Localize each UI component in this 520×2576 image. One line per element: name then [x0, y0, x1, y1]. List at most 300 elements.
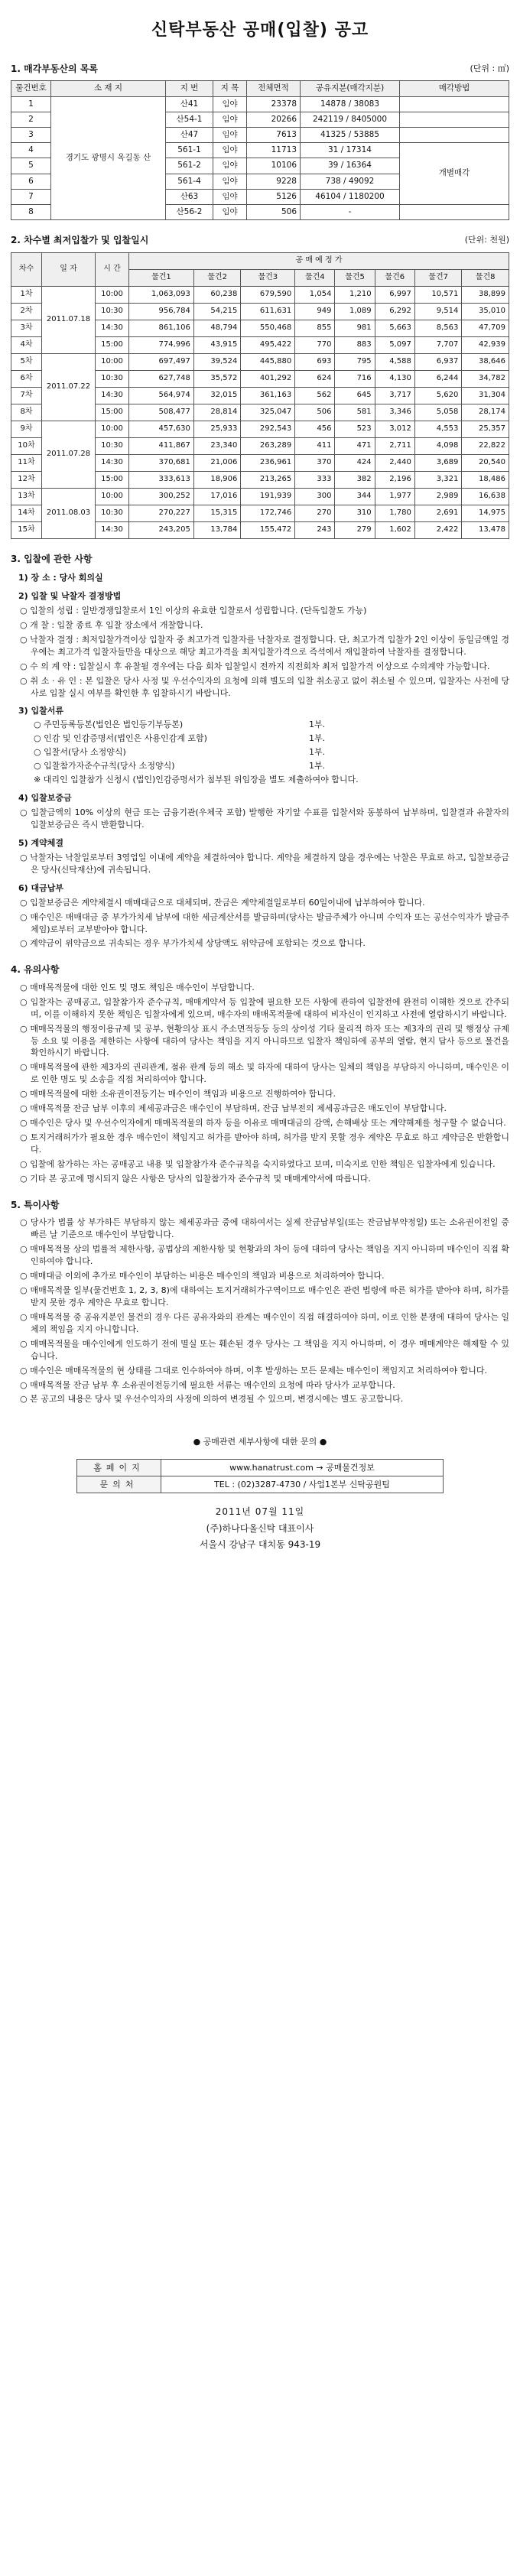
cell-price: 39,524 — [193, 353, 241, 370]
cell-time: 14:30 — [96, 521, 129, 538]
table-row — [11, 286, 509, 303]
cell-method-blank — [400, 96, 509, 112]
list-item: ○ 토지거래허가가 필요한 경우 매수인이 책임지고 허가를 받아야 하며, 허가를 받지 못할 경우 계약은 무효로 하고 계약금은 반환합니다. — [20, 1132, 509, 1155]
cell-price: 697,497 — [129, 353, 194, 370]
cell-price: 883 — [335, 336, 375, 353]
cell-price: 18,486 — [462, 471, 509, 488]
col-time: 시 간 — [96, 252, 129, 286]
cell-share: 242119 / 8405000 — [301, 112, 400, 127]
col-item-2: 물건2 — [193, 269, 241, 286]
col-jimok: 지 목 — [213, 81, 247, 96]
doc-row — [34, 760, 509, 772]
list-item: ○ 매매목적물을 매수인에게 인도하기 전에 멸실 또는 훼손된 경우 당사는 그 책임을 지지 아니하며, 이 경우 매매계약은 해제할 수 있습니다. — [20, 1338, 509, 1361]
cell-price: 624 — [295, 370, 335, 387]
cell-date: 2011.08.03 — [42, 488, 96, 538]
contract-heading: 5) 계약체결 — [18, 837, 64, 848]
cell-price: 270,227 — [129, 505, 194, 521]
cell-no: 2 — [11, 112, 51, 127]
list-item: ○ 매매목적물에 대한 인도 및 명도 책임은 매수인이 부담합니다. — [20, 982, 255, 992]
cell-price: 7,707 — [414, 336, 462, 353]
cell-time: 10:30 — [96, 437, 129, 454]
table-row — [11, 488, 509, 505]
cell-price: 25,357 — [462, 421, 509, 437]
cell-price: 28,174 — [462, 404, 509, 421]
cell-price: 300 — [295, 488, 335, 505]
cell-method: 개별매각 — [400, 143, 509, 205]
cell-jimok: 임야 — [213, 174, 247, 189]
section-1-title: 1. 매각부동산의 목록 — [11, 63, 99, 74]
cell-price: 2,989 — [414, 488, 462, 505]
cell-round: 2차 — [11, 303, 42, 320]
col-share: 공유지분(매각지분) — [301, 81, 400, 96]
bid-schedule-table — [11, 252, 509, 539]
cell-area: 506 — [247, 205, 301, 220]
cell-area: 10106 — [247, 158, 301, 174]
cell-round: 5차 — [11, 353, 42, 370]
list-item: ○ 매수인은 매매대금 중 부가가치세 납부에 대한 세금계산서를 발급하며(당사는 발급주체가 아니며 수익자 또는 공선수익자가 발급주체임)로부터 교부받아야 합니다. — [20, 911, 509, 934]
list-item: ○ 낙찰자 결정 : 최저입찰가격이상 입찰자 중 최고가격 입찰자를 낙찰자로 결정합니다. 단, 최고가격 입찰가 2인 이상이 동일금액일 경우에는 최고가격 입찰자들만을 대상으로 해당 최고가격을 최저입찰가격으로 즉석에서 재입찰하여 낙찰자를 결정합니다. — [20, 634, 509, 657]
doc-count: 1부. — [309, 761, 326, 772]
cell-price: 17,016 — [193, 488, 241, 505]
cell-jimok: 임야 — [213, 143, 247, 158]
list-item: ○ 본 공고의 내용은 당사 및 우선수익자의 사정에 의하여 변경될 수 있으며, 변경시에는 별도 공고합니다. — [20, 1394, 404, 1405]
cell-price: 344 — [335, 488, 375, 505]
cell-price: 2,711 — [375, 437, 414, 454]
cell-share: 39 / 16364 — [301, 158, 400, 174]
cell-round: 13차 — [11, 488, 42, 505]
cell-price: 2,422 — [414, 521, 462, 538]
doc-name: ○ 입찰서(당사 소정양식) — [34, 747, 126, 758]
cell-price: 43,915 — [193, 336, 241, 353]
cell-price: 243 — [295, 521, 335, 538]
notice-date: 2011년 07월 11일 — [215, 1506, 305, 1518]
cell-price: 9,514 — [414, 303, 462, 320]
cell-price: 506 — [295, 404, 335, 421]
doc-name: ○ 인감 및 인감증명서(법인은 사용인감계 포함) — [34, 733, 207, 744]
cell-share: 31 / 17314 — [301, 143, 400, 158]
deposit-heading: 4) 입찰보증금 — [18, 793, 72, 804]
cell-price: 42,939 — [462, 336, 509, 353]
col-item-5: 물건5 — [335, 269, 375, 286]
contact-row — [77, 1476, 444, 1493]
list-item: ○ 입찰의 성립 : 일반경쟁입찰로서 1인 이상의 유효한 입찰로서 성립합니다. (단독입찰도 가능) — [20, 605, 367, 616]
table-row — [11, 96, 509, 112]
table-row — [11, 421, 509, 437]
cell-share: 14878 / 38083 — [301, 96, 400, 112]
cell-price: 855 — [295, 320, 335, 336]
list-item: ○ 입찰금액의 10% 이상의 현금 또는 금융기관(우체국 포함) 발행한 자기앞 수표를 입찰서와 동봉하여 납부하며, 입찰결과 유찰자의 입찰보증금은 즉시 반환합니다. — [20, 807, 509, 830]
col-item-3: 물건3 — [241, 269, 295, 286]
cell-price: 47,709 — [462, 320, 509, 336]
cell-price: 14,975 — [462, 505, 509, 521]
cell-price: 770 — [295, 336, 335, 353]
cell-price: 191,939 — [241, 488, 295, 505]
section-1-unit: (단위 : ㎡) — [470, 63, 509, 73]
cell-price: 401,292 — [241, 370, 295, 387]
cell-round: 15차 — [11, 521, 42, 538]
cell-price: 411,867 — [129, 437, 194, 454]
cell-price: 270 — [295, 505, 335, 521]
cell-price: 645 — [335, 387, 375, 404]
cell-price: 18,906 — [193, 471, 241, 488]
cell-time: 14:30 — [96, 387, 129, 404]
section-3-heading: 3. 입찰에 관한 사항 — [11, 553, 93, 564]
cell-price: 5,620 — [414, 387, 462, 404]
cell-price: 6,937 — [414, 353, 462, 370]
cell-price: 31,304 — [462, 387, 509, 404]
doc-count: 1부. — [309, 720, 326, 730]
list-item: ○ 당사가 법률 상 부가하든 부담하지 않는 제세공과금 중에 대하여서는 실제 잔금납부일(또는 잔금납부약정일) 또는 소유권이전일 중 빠른 날 기준으로 매수인이 부담합니다. — [20, 1217, 509, 1240]
property-table-header — [11, 81, 509, 96]
list-item: ○ 매매목적물 상의 법률적 제한사항, 공법상의 제한사항 및 현황과의 차이 등에 대하여 당사는 책임을 지지 아니하며 매수인이 직접 확인하여야 합니다. — [20, 1244, 509, 1267]
cell-price: 236,961 — [241, 454, 295, 471]
doc-row — [34, 746, 509, 759]
cell-area: 5126 — [247, 189, 301, 204]
cell-price: 716 — [335, 370, 375, 387]
cell-price: 20,540 — [462, 454, 509, 471]
cell-price: 4,098 — [414, 437, 462, 454]
cell-no: 8 — [11, 205, 51, 220]
cell-area: 7613 — [247, 127, 301, 142]
cell-price: 679,590 — [241, 286, 295, 303]
cell-jibun: 산56-2 — [166, 205, 213, 220]
cell-price: 155,472 — [241, 521, 295, 538]
schedule-header-row-1 — [11, 252, 509, 269]
cautions-list — [11, 982, 509, 1185]
cell-time: 10:30 — [96, 303, 129, 320]
cell-method-blank — [400, 205, 509, 220]
cell-time: 10:00 — [96, 421, 129, 437]
cell-no: 5 — [11, 158, 51, 174]
cell-price: 13,478 — [462, 521, 509, 538]
page-title: 신탁부동산 공매(입찰) 공고 — [151, 21, 369, 40]
cell-jimok: 임야 — [213, 127, 247, 142]
payment-list — [11, 897, 509, 950]
list-item: ○ 입찰보증금은 계약체결시 매매대금으로 대체되며, 잔금은 계약체결일로부터 60일이내에 납부하여야 합니다. — [20, 897, 425, 908]
doc-name: ○ 입찰참가자준수규칙(당사 소정양식) — [34, 761, 175, 772]
doc-count: 1부. — [309, 747, 326, 758]
cell-price: 956,784 — [129, 303, 194, 320]
cell-no: 6 — [11, 174, 51, 189]
cell-date: 2011.07.18 — [42, 286, 96, 353]
cell-jibun: 561-4 — [166, 174, 213, 189]
payment-heading: 6) 대금납부 — [18, 882, 64, 893]
issuer-address: 서울시 강남구 대치동 943-19 — [199, 1539, 321, 1551]
cell-price: 48,794 — [193, 320, 241, 336]
cell-time: 10:30 — [96, 370, 129, 387]
cell-price: 300,252 — [129, 488, 194, 505]
cell-price: 28,814 — [193, 404, 241, 421]
bid-place: 1) 장 소 : 당사 회의실 — [18, 573, 103, 583]
cell-price: 562 — [295, 387, 335, 404]
list-item: ○ 매매목적물의 행정이용규제 및 공부, 현황의상 표시 주소면적등등 등의 상이성 기타 물리적 하자 또는 제3자의 권리 및 행정상 규제 등 소요 및 이용을 제한하는 사항에 대하여 당사는 책임을 지지 아니하므로 입찰자 책임하에 공부의 열람, 현지 답사 등으로 물건을 확인하시기 바랍니다. — [20, 1023, 509, 1058]
list-item: ○ 계약금이 위약금으로 귀속되는 경우 부가가치세 상당액도 위약금에 포함되는 것으로 합니다. — [20, 938, 366, 949]
col-item-7: 물건7 — [414, 269, 462, 286]
cell-area: 11713 — [247, 143, 301, 158]
schedule-body — [11, 286, 509, 538]
cell-jibun: 산63 — [166, 189, 213, 204]
cell-jibun: 산41 — [166, 96, 213, 112]
cell-price: 981 — [335, 320, 375, 336]
cell-jibun: 561-1 — [166, 143, 213, 158]
bid-docs-list — [11, 719, 509, 772]
cell-share: - — [301, 205, 400, 220]
cell-method-blank — [400, 127, 509, 142]
cell-time: 15:00 — [96, 404, 129, 421]
cell-price: 370,681 — [129, 454, 194, 471]
cell-price: 310 — [335, 505, 375, 521]
cell-price: 3,717 — [375, 387, 414, 404]
doc-row — [34, 733, 509, 745]
list-item: ○ 입찰자는 공매공고, 입찰참가자 준수규칙, 매매계약서 등 입찰에 필요한 모든 사항에 관하여 입찰전에 완전히 이해한 것으로 간주되며, 이를 이해하지 못한 책임은 입찰자에게 있으며, 매수자의 매매목적물에 대하여 비자신이 인지하고 사전에 열람하시기 바랍니다. — [20, 996, 509, 1019]
cell-price: 15,315 — [193, 505, 241, 521]
cell-price: 1,054 — [295, 286, 335, 303]
cell-price: 2,440 — [375, 454, 414, 471]
cell-price: 3,321 — [414, 471, 462, 488]
cell-round: 7차 — [11, 387, 42, 404]
contact-label-homepage: 홈페이지 — [77, 1460, 161, 1476]
cell-price: 4,130 — [375, 370, 414, 387]
cell-price: 213,265 — [241, 471, 295, 488]
cell-price: 243,205 — [129, 521, 194, 538]
cell-price: 5,058 — [414, 404, 462, 421]
cell-price: 4,588 — [375, 353, 414, 370]
cell-method-blank — [400, 112, 509, 127]
doc-name: ○ 주민등록등본(법인은 법인등기부등본) — [34, 720, 184, 730]
cell-price: 6,244 — [414, 370, 462, 387]
cell-price: 1,089 — [335, 303, 375, 320]
cell-price: 292,543 — [241, 421, 295, 437]
cell-price: 8,563 — [414, 320, 462, 336]
cell-price: 445,880 — [241, 353, 295, 370]
cell-price: 457,630 — [129, 421, 194, 437]
deposit-list — [11, 807, 509, 831]
col-area: 전체면적 — [247, 81, 301, 96]
cell-price: 581 — [335, 404, 375, 421]
inquiry-note: ● 공매관련 세부사항에 대한 문의 ● — [193, 1437, 327, 1447]
cell-price: 13,784 — [193, 521, 241, 538]
cell-time: 15:00 — [96, 471, 129, 488]
cell-price: 263,289 — [241, 437, 295, 454]
cell-price: 411 — [295, 437, 335, 454]
cell-price: 35,010 — [462, 303, 509, 320]
cell-round: 12차 — [11, 471, 42, 488]
list-item: ○ 매매목적물에 대한 소유권이전등기는 매수인이 책임과 비용으로 진행하여야 합니다. — [20, 1089, 336, 1100]
cell-price: 1,210 — [335, 286, 375, 303]
list-item: ○ 매수인은 매매목적물의 현 상태를 그대로 인수하여야 하며, 이후 발생하는 모든 문제는 매수인이 책임지고 처리하여야 합니다. — [20, 1365, 487, 1376]
col-price-group: 공 매 예 정 가 — [129, 252, 509, 269]
section-5-heading: 5. 특이사항 — [11, 1199, 60, 1210]
cell-time: 15:00 — [96, 336, 129, 353]
cell-price: 60,238 — [193, 286, 241, 303]
cell-price: 25,933 — [193, 421, 241, 437]
cell-round: 6차 — [11, 370, 42, 387]
cell-jibun: 561-2 — [166, 158, 213, 174]
cell-price: 4,553 — [414, 421, 462, 437]
cell-price: 3,012 — [375, 421, 414, 437]
col-item-8: 물건8 — [462, 269, 509, 286]
table-row — [11, 353, 509, 370]
cell-area: 23378 — [247, 96, 301, 112]
col-item-6: 물건6 — [375, 269, 414, 286]
list-item: ○ 매매대금 이외에 추가로 매수인이 부담하는 비용은 매수인의 책임과 비용으로 처리하여야 합니다. — [20, 1271, 385, 1281]
contact-homepage-link[interactable]: www.hanatrust.com → 공매물건정보 — [161, 1460, 444, 1476]
cell-price: 35,572 — [193, 370, 241, 387]
col-item-1: 물건1 — [129, 269, 194, 286]
cell-price: 1,977 — [375, 488, 414, 505]
cell-price: 508,477 — [129, 404, 194, 421]
cell-jibun: 산47 — [166, 127, 213, 142]
cell-price: 693 — [295, 353, 335, 370]
cell-price: 523 — [335, 421, 375, 437]
col-item-no: 물건번호 — [11, 81, 51, 96]
list-item: ○ 매매목적물 잔금 납부 후 소유권이전등기에 필요한 서류는 매수인의 요청에 따라 당사가 교부합니다. — [20, 1379, 395, 1390]
cell-area: 9228 — [247, 174, 301, 189]
cell-no: 3 — [11, 127, 51, 142]
cell-no: 7 — [11, 189, 51, 204]
cell-round: 3차 — [11, 320, 42, 336]
cell-price: 2,196 — [375, 471, 414, 488]
list-item: ○ 기타 본 공고에 명시되지 않은 사항은 당사의 입찰참가자 준수규칙 및 매매계약서에 따릅니다. — [20, 1173, 371, 1184]
cell-jimok: 임야 — [213, 112, 247, 127]
cell-price: 5,663 — [375, 320, 414, 336]
cell-time: 14:30 — [96, 320, 129, 336]
cell-price: 861,106 — [129, 320, 194, 336]
cell-price: 23,340 — [193, 437, 241, 454]
cell-price: 1,780 — [375, 505, 414, 521]
cell-price: 495,422 — [241, 336, 295, 353]
col-date: 일 자 — [42, 252, 96, 286]
doc-row — [34, 719, 509, 731]
cell-round: 14차 — [11, 505, 42, 521]
col-jibun: 지 번 — [166, 81, 213, 96]
cell-round: 9차 — [11, 421, 42, 437]
list-item: ○ 매매목적물 잔금 납부 이후의 제세공과금은 매수인이 부담하며, 잔금 납부전의 제세공과금은 매도인이 부담합니다. — [20, 1103, 447, 1114]
cell-price: 21,006 — [193, 454, 241, 471]
doc-count: 1부. — [309, 733, 326, 744]
section-2-title: 2. 차수별 최저입찰가 및 입찰일시 — [11, 235, 149, 246]
cell-price: 471 — [335, 437, 375, 454]
list-item: ○ 낙찰자는 낙찰일로부터 3영업일 이내에 계약을 체결하여야 합니다. 계약을 체결하지 않을 경우에는 낙찰은 무효로 하고, 입찰보증금은 당사(신탁재산)에 귀속됩니다. — [20, 852, 509, 875]
cell-time: 10:30 — [96, 505, 129, 521]
contact-phone: TEL : (02)3287-4730 / 사업1본부 신탁공원팀 — [161, 1476, 444, 1493]
list-item: ○ 매수인은 당사 및 우선수익자에게 매매목적물의 하자 등을 이유로 매매대금의 감액, 손해배상 또는 계약해제를 청구할 수 없습니다. — [20, 1118, 506, 1129]
bid-method-list — [11, 605, 509, 700]
bid-docs-heading: 3) 입찰서류 — [18, 706, 64, 716]
cell-price: 564,974 — [129, 387, 194, 404]
col-method: 매각방법 — [400, 81, 509, 96]
cell-round: 1차 — [11, 286, 42, 303]
cell-round: 11차 — [11, 454, 42, 471]
cell-area: 20266 — [247, 112, 301, 127]
cell-price: 2,691 — [414, 505, 462, 521]
cell-price: 22,822 — [462, 437, 509, 454]
cell-round: 4차 — [11, 336, 42, 353]
cell-price: 3,346 — [375, 404, 414, 421]
cell-time: 10:00 — [96, 353, 129, 370]
cell-price: 627,748 — [129, 370, 194, 387]
cell-price: 382 — [335, 471, 375, 488]
cell-time: 10:00 — [96, 286, 129, 303]
cell-price: 325,047 — [241, 404, 295, 421]
cell-jimok: 임야 — [213, 158, 247, 174]
cell-location: 경기도 광명시 옥길동 산 — [51, 96, 166, 220]
docs-note: ※ 대리인 입찰참가 신청시 (법인)인감증명서가 첨부된 위임장을 별도 제출하여야 합니다. — [34, 775, 359, 785]
cell-price: 370 — [295, 454, 335, 471]
list-item: ○ 취 소 · 유 인 : 본 입찰은 당사 사정 및 우선수익자의 요청에 의해 별도의 입찰 취소공고 없이 취소될 수 있으며, 입찰자는 사전에 당사로 입찰 실시 여부를 확인한 후 입찰하시기 바랍니다. — [20, 675, 509, 698]
cell-price: 32,015 — [193, 387, 241, 404]
cell-price: 34,782 — [462, 370, 509, 387]
cell-share: 738 / 49092 — [301, 174, 400, 189]
cell-price: 550,468 — [241, 320, 295, 336]
section-1-heading — [11, 63, 509, 76]
col-round: 차수 — [11, 252, 42, 286]
cell-date: 2011.07.22 — [42, 353, 96, 421]
issuer-org: (주)하나다올신탁 대표이사 — [206, 1522, 314, 1534]
cell-price: 38,899 — [462, 286, 509, 303]
cell-price: 54,215 — [193, 303, 241, 320]
cell-round: 8차 — [11, 404, 42, 421]
cell-price: 6,997 — [375, 286, 414, 303]
cell-share: 46104 / 1180200 — [301, 189, 400, 204]
cell-price: 424 — [335, 454, 375, 471]
cell-jimok: 임야 — [213, 96, 247, 112]
list-item: ○ 입찰에 참가하는 자는 공매공고 내용 및 입찰참가자 준수규칙을 숙지하였다고 보며, 미숙지로 인한 책임은 입찰자에게 있습니다. — [20, 1158, 496, 1169]
contact-row — [77, 1460, 444, 1476]
cell-jibun: 산54-1 — [166, 112, 213, 127]
section-4-heading: 4. 유의사항 — [11, 964, 60, 976]
cell-date: 2011.07.28 — [42, 421, 96, 488]
col-item-4: 물건4 — [295, 269, 335, 286]
cell-price: 361,163 — [241, 387, 295, 404]
cell-jimok: 임야 — [213, 205, 247, 220]
contact-label-phone: 문의처 — [77, 1476, 161, 1493]
cell-no: 4 — [11, 143, 51, 158]
cell-price: 16,638 — [462, 488, 509, 505]
contract-list — [11, 852, 509, 876]
section-2-heading — [11, 234, 509, 247]
section-2-unit: (단위: 천원) — [464, 235, 509, 245]
cell-share: 41325 / 53885 — [301, 127, 400, 142]
cell-price: 949 — [295, 303, 335, 320]
list-item: ○ 개 찰 : 입찰 종료 후 입찰 장소에서 개찰합니다. — [20, 619, 203, 630]
cell-price: 795 — [335, 353, 375, 370]
cell-time: 10:00 — [96, 488, 129, 505]
cell-price: 774,996 — [129, 336, 194, 353]
special-notes-list — [11, 1217, 509, 1405]
list-item: ○ 매매목적물에 관한 제3자의 권리관계, 점유 관계 등의 해소 및 하자에 대하여 당사는 일체의 책임을 부담하지 아니하며, 매수인은 이로 인한 명도 및 소송을 직접 처리하여야 합니다. — [20, 1062, 509, 1085]
cell-jimok: 임야 — [213, 189, 247, 204]
cell-price: 38,646 — [462, 353, 509, 370]
cell-price: 172,746 — [241, 505, 295, 521]
cell-price: 5,097 — [375, 336, 414, 353]
list-item: ○ 매매목적물 일부(물건번호 1, 2, 3, 8)에 대하여는 토지거래허가구역이므로 매수인은 관련 법령에 따른 허가를 받아야 하며, 허가를 받지 못한 경우 계약은 무효로 합니다. — [20, 1285, 509, 1307]
list-item: ○ 매매목적물 중 공유지분인 물건의 경우 다른 공유자와의 관계는 매수인이 직접 해결하여야 하며, 이로 인한 분쟁에 대하여 당사는 일체의 책임을 지지 아니합니다. — [20, 1311, 509, 1334]
property-list-table — [11, 80, 509, 220]
cell-price: 333 — [295, 471, 335, 488]
cell-price: 279 — [335, 521, 375, 538]
cell-round: 10차 — [11, 437, 42, 454]
cell-no: 1 — [11, 96, 51, 112]
bid-method-heading: 2) 입찰 및 낙찰자 결정방법 — [18, 590, 122, 601]
cell-price: 456 — [295, 421, 335, 437]
cell-time: 14:30 — [96, 454, 129, 471]
cell-price: 3,689 — [414, 454, 462, 471]
notice-footer — [11, 1436, 509, 1551]
contact-table — [76, 1459, 444, 1493]
cell-price: 1,063,093 — [129, 286, 194, 303]
cell-price: 6,292 — [375, 303, 414, 320]
